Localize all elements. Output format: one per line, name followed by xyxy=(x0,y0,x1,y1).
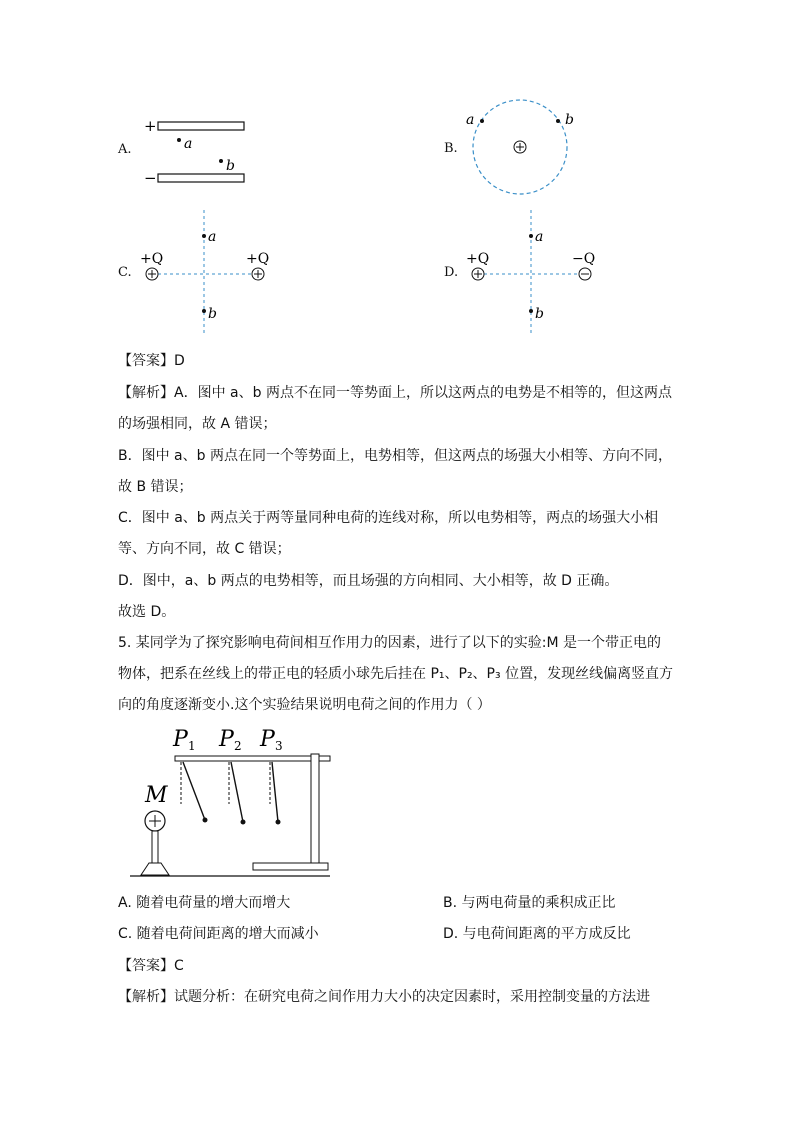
p2-label: P xyxy=(219,727,234,752)
ball-p2 xyxy=(241,820,246,825)
figure-b xyxy=(440,95,600,200)
point-b-label: b xyxy=(226,158,235,174)
point-a-label: a xyxy=(466,112,475,128)
point-b-dot xyxy=(529,309,533,313)
m-label: M xyxy=(145,783,168,808)
q5-option-c: C. 随着电荷间距离的增大而减小 xyxy=(118,926,319,942)
q5-option-b: B. 与两电荷量的乘积成正比 xyxy=(443,895,616,911)
point-a-label: a xyxy=(184,136,193,152)
analysis-4-line-3: B．图中 a、b 两点在同一个等势面上，电势相等，但这两点的场强大小相等、方向不同， xyxy=(118,448,672,464)
point-a-dot xyxy=(480,119,484,123)
point-b-label: b xyxy=(565,112,574,128)
support-post xyxy=(311,754,319,869)
charge-2-label: −Q xyxy=(572,251,596,267)
point-a-label: a xyxy=(535,229,544,245)
point-b-dot xyxy=(556,119,560,123)
point-a-dot xyxy=(529,234,533,238)
point-b-label: b xyxy=(208,306,217,322)
like-charges-diagram xyxy=(118,208,278,338)
analysis-5: 【解析】试题分析：在研究电荷之间作用力大小的决定因素时，采用控制变量的方法进 xyxy=(118,989,650,1005)
analysis-4-line-2: 的场强相同，故 A 错误； xyxy=(118,416,277,432)
charge-1-label: +Q xyxy=(466,251,490,267)
figure-a xyxy=(118,110,258,190)
circle-equipotential-diagram xyxy=(440,95,600,200)
charge-1-label: +Q xyxy=(140,251,164,267)
q5-option-a: A. 随着电荷量的增大而增大 xyxy=(118,895,291,911)
p3-sub: 3 xyxy=(275,739,283,753)
coulomb-experiment-figure xyxy=(125,722,340,882)
point-a-label: a xyxy=(208,229,217,245)
question-5-line-1: 5. 某同学为了探究影响电荷间相互作用力的因素，进行了以下的实验:M 是一个带正电的 xyxy=(118,635,662,651)
point-b-label: b xyxy=(535,306,544,322)
analysis-4-line-6: 等、方向不同，故 C 错误； xyxy=(118,541,291,557)
p3-label: P xyxy=(260,727,275,752)
parallel-plates-diagram xyxy=(118,110,258,190)
analysis-4-line-8: 故选 D。 xyxy=(118,604,176,620)
thread-p1 xyxy=(183,762,205,820)
negative-plate xyxy=(158,174,244,182)
question-5-line-3: 向的角度逐渐变小.这个实验结果说明电荷之间的作用力（ ） xyxy=(118,697,491,713)
base-plate xyxy=(253,863,328,870)
charge-2-label: +Q xyxy=(246,251,270,267)
analysis-4-line-1: 【解析】A．图中 a、b 两点不在同一等势面上，所以这两点的电势是不相等的，但这两点 xyxy=(118,385,672,401)
unlike-charges-diagram xyxy=(440,208,610,338)
answer-4: 【答案】D xyxy=(118,353,185,369)
option-d-label: D. xyxy=(444,265,459,280)
q5-option-d: D. 与电荷间距离的平方成反比 xyxy=(443,926,631,942)
answer-5: 【答案】C xyxy=(118,958,184,974)
figure-d xyxy=(440,208,610,338)
thread-p3 xyxy=(272,762,278,822)
thread-p2 xyxy=(231,762,243,822)
point-b-dot xyxy=(202,309,206,313)
analysis-4-line-7: D．图中，a、b 两点的电势相等，而且场强的方向相同、大小相等，故 D 正确。 xyxy=(118,573,619,589)
p2-sub: 2 xyxy=(234,739,242,753)
point-a-dot xyxy=(202,234,206,238)
option-b-label: B. xyxy=(444,141,458,156)
point-b-dot xyxy=(219,159,223,163)
positive-plate xyxy=(158,122,244,130)
option-c-label: C. xyxy=(118,265,132,280)
plus-sign: + xyxy=(144,117,157,135)
analysis-4-line-5: C．图中 a、b 两点关于两等量同种电荷的连线对称，所以电势相等，两点的场强大小相 xyxy=(118,510,659,526)
support-bar xyxy=(175,756,330,761)
minus-sign: − xyxy=(144,169,157,187)
point-a-dot xyxy=(177,138,181,142)
option-a-label: A. xyxy=(118,142,132,157)
experiment-diagram xyxy=(125,722,340,882)
analysis-4-line-4: 故 B 错误； xyxy=(118,479,193,495)
ball-p3 xyxy=(276,820,281,825)
insulating-stand xyxy=(152,831,158,863)
p1-label: P xyxy=(173,727,188,752)
question-5-line-2: 物体，把系在丝线上的带正电的轻质小球先后挂在 P₁、P₂、P₃ 位置，发现丝线偏离竖直方 xyxy=(118,666,674,682)
ball-p1 xyxy=(203,818,208,823)
p1-sub: 1 xyxy=(188,739,196,753)
figure-c xyxy=(118,208,278,338)
stand-base xyxy=(141,863,169,875)
